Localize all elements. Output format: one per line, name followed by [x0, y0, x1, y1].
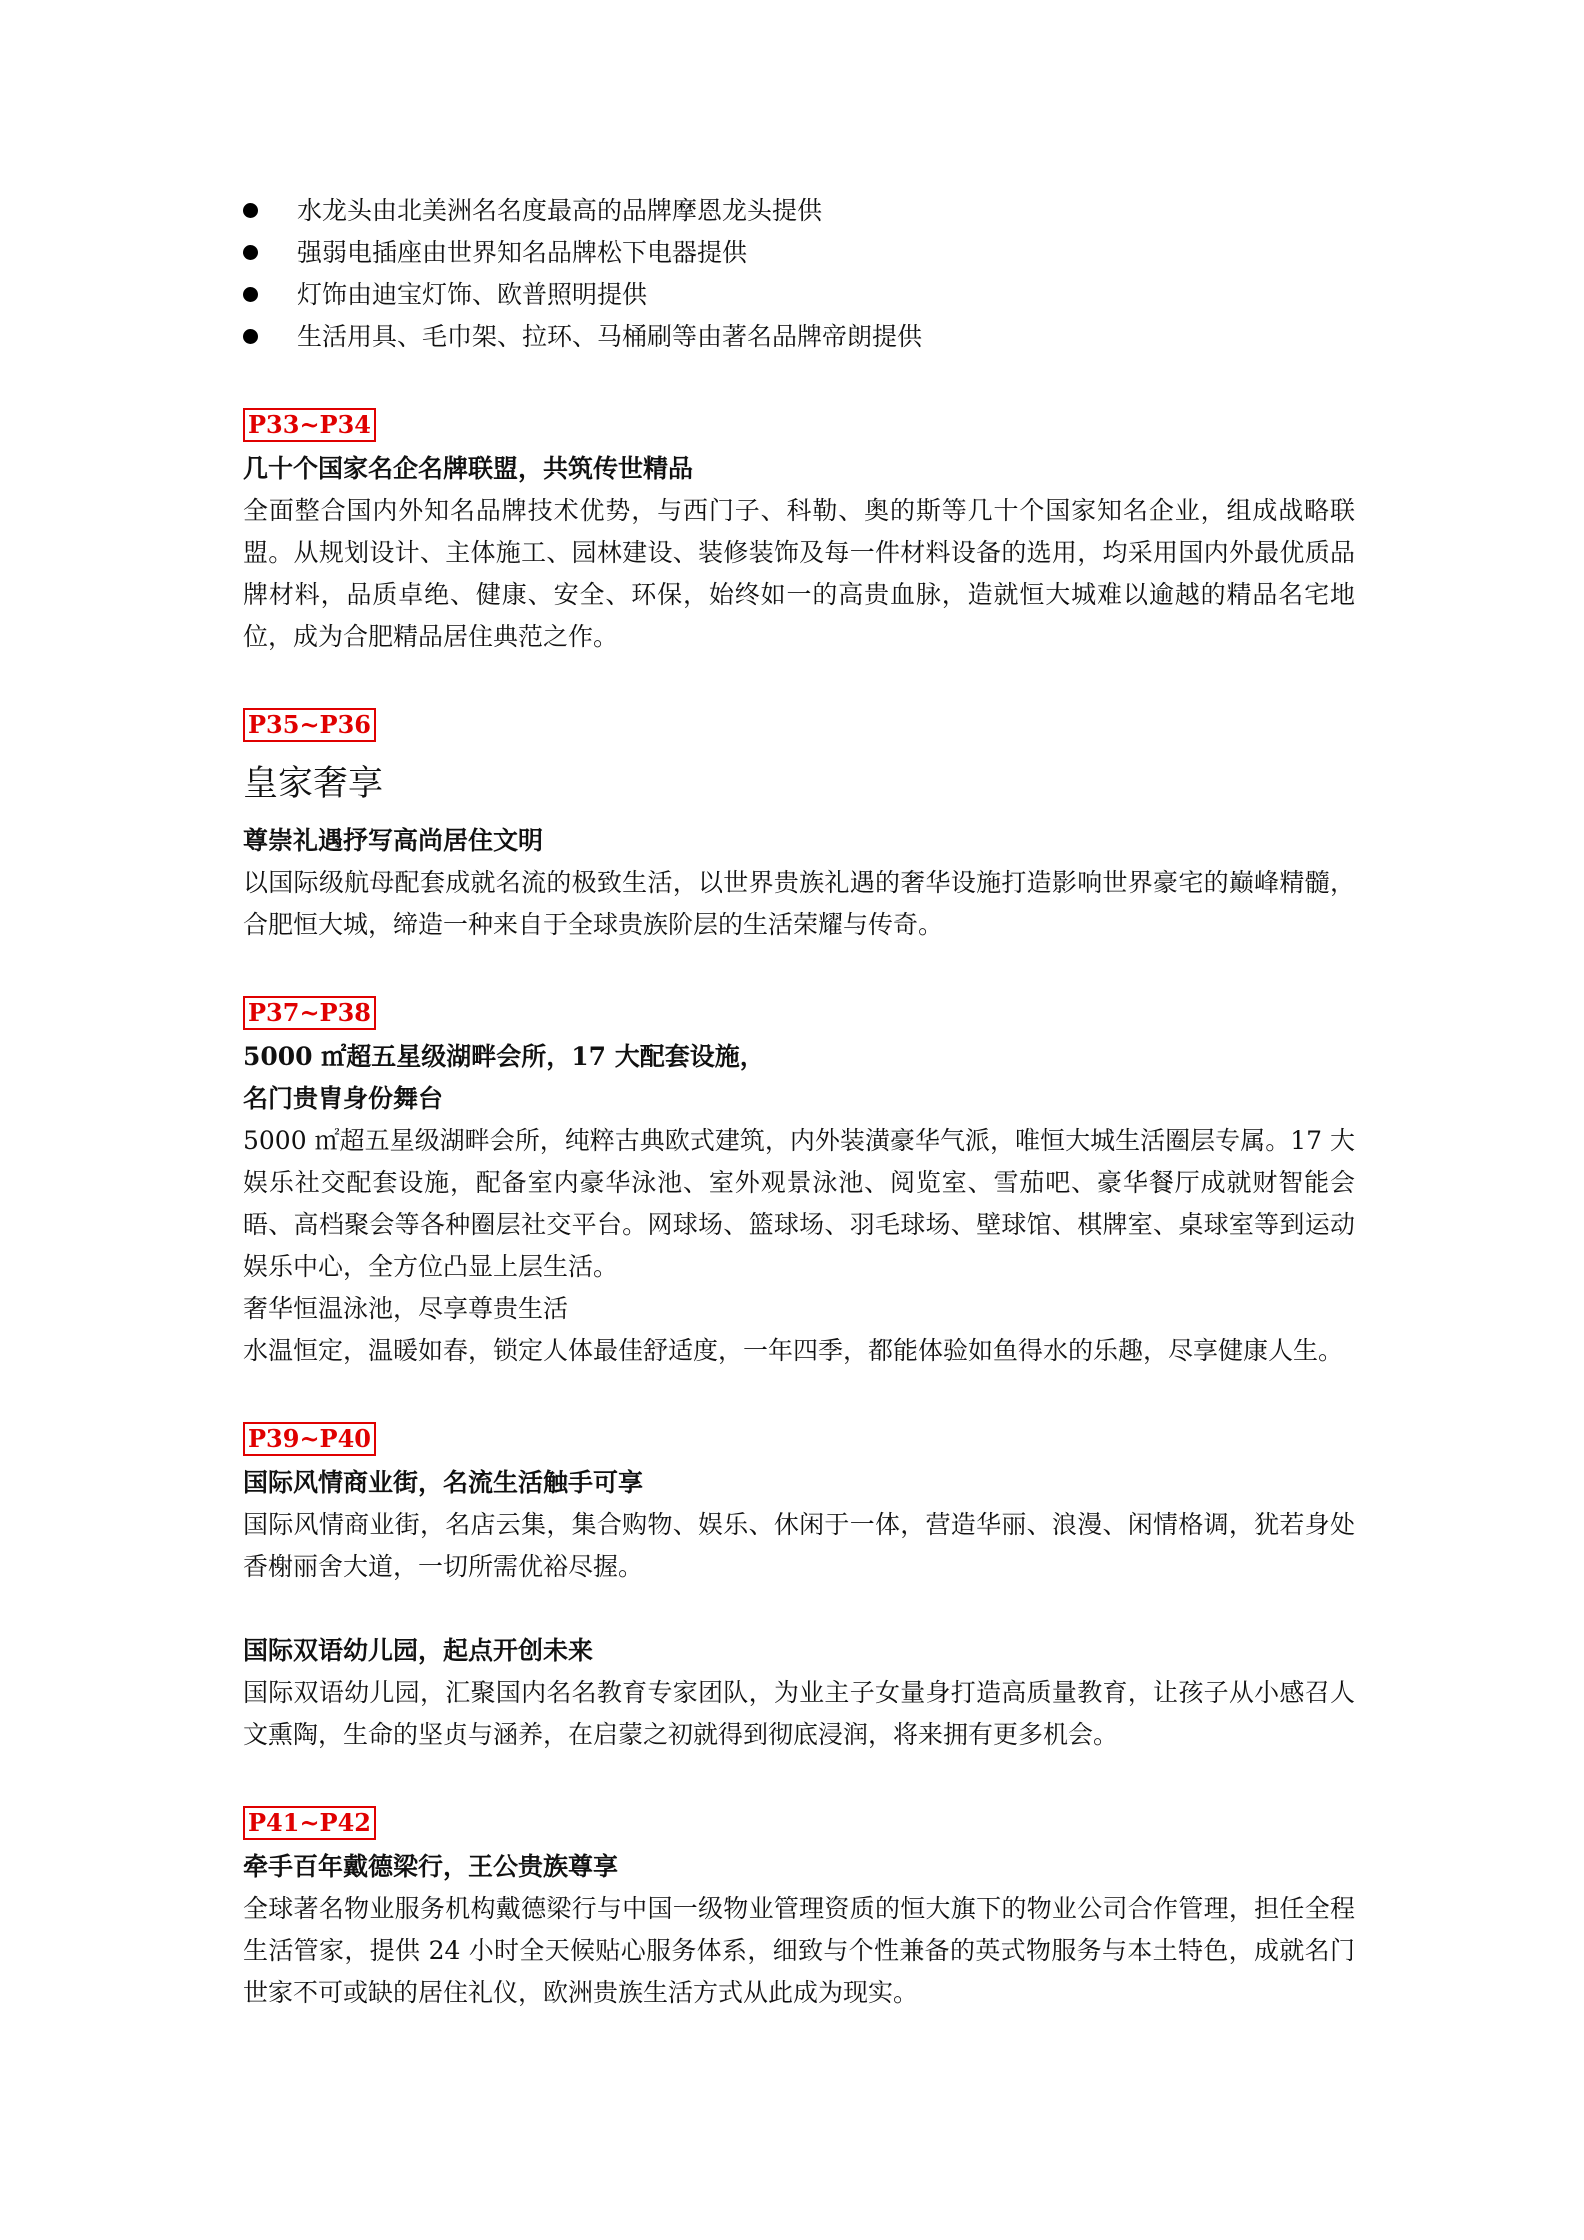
- spacer: [243, 1588, 1355, 1630]
- bullet-text: 强弱电插座由世界知名品牌松下电器提供: [297, 238, 748, 267]
- bullet-icon: [243, 329, 258, 344]
- bullet-icon: [243, 287, 258, 302]
- section-body: 国际双语幼儿园，汇聚国内名名教育专家团队，为业主子女量身打造高质量教育，让孩子从小感召人文熏陶，生命的坚贞与涵养，在启蒙之初就得到彻底浸润，将来拥有更多机会。: [243, 1678, 1355, 1749]
- section-heading: 国际风情商业街，名流生活触手可享: [243, 1468, 644, 1497]
- section-heading: 几十个国家名企名牌联盟，共筑传世精品: [243, 454, 694, 483]
- section-p35: [243, 708, 1355, 946]
- section-body: 全面整合国内外知名品牌技术优势，与西门子、科勒、奥的斯等几十个国家知名企业，组成战略联盟。从规划设计、主体施工、园林建设、装修装饰及每一件材料设备的选用，均采用国内外最优质品牌材料，品质卓绝、健康、安全、环保，始终如一的高贵血脉，造就恒大城难以逾越的精品名宅地位，成为合肥精品居住典范之作。: [243, 496, 1355, 651]
- page-tag: P39~P40: [243, 1422, 376, 1456]
- section-heading: 国际双语幼儿园，起点开创未来: [243, 1636, 594, 1665]
- section-body: 全球著名物业服务机构戴德梁行与中国一级物业管理资质的恒大旗下的物业公司合作管理，担任全程生活管家，提供 24 小时全天候贴心服务体系，细致与个性兼备的英式物服务与本土特色，成就名门世家不可或缺的居住礼仪，欧洲贵族生活方式从此成为现实。: [243, 1894, 1355, 2007]
- page-tag: P37~P38: [243, 996, 376, 1030]
- bullet-text: 水龙头由北美洲名名度最高的品牌摩恩龙头提供: [297, 196, 823, 225]
- bullet-icon: [243, 203, 258, 218]
- section-p39: [243, 1422, 1355, 1756]
- chapter-title: 皇家奢享: [243, 764, 384, 804]
- page-tag: P33~P34: [243, 408, 376, 442]
- section-heading-continued: 名门贵胄身份舞台: [243, 1084, 444, 1113]
- sub-body: 水温恒定，温暖如春，锁定人体最佳舒适度，一年四季，都能体验如鱼得水的乐趣，尽享健康人生。: [243, 1336, 1344, 1365]
- bullet-list: [243, 190, 1355, 358]
- section-body: 5000 ㎡超五星级湖畔会所，纯粹古典欧式建筑，内外装潢豪华气派，唯恒大城生活圈层专属。17 大娱乐社交配套设施，配备室内豪华泳池、室外观景泳池、阅览室、雪茄吧、豪华餐厅成就财智能会晤、高档聚会等各种圈层社交平台。网球场、篮球场、羽毛球场、壁球馆、棋牌室、桌球室等到运动娱乐中心，全方位凸显上层生活。: [243, 1126, 1355, 1281]
- page-tag: P41~P42: [243, 1806, 376, 1840]
- list-item: [243, 232, 1355, 274]
- section-p33: [243, 408, 1355, 658]
- document-page: [243, 190, 1355, 2014]
- list-item: [243, 190, 1355, 232]
- list-item: [243, 316, 1355, 358]
- section-body: 国际风情商业街，名店云集，集合购物、娱乐、休闲于一体，营造华丽、浪漫、闲情格调，犹若身处香榭丽舍大道，一切所需优裕尽握。: [243, 1510, 1355, 1581]
- list-item: [243, 274, 1355, 316]
- section-heading: 5000 ㎡超五星级湖畔会所，17 大配套设施，: [243, 1042, 765, 1071]
- section-heading: 尊崇礼遇抒写高尚居住文明: [243, 826, 544, 855]
- section-body: 以国际级航母配套成就名流的极致生活，以世界贵族礼遇的奢华设施打造影响世界豪宅的巅峰精髓，合肥恒大城，缔造一种来自于全球贵族阶层的生活荣耀与传奇。: [243, 868, 1355, 939]
- section-p37: [243, 996, 1355, 1372]
- sub-heading: 奢华恒温泳池，尽享尊贵生活: [243, 1294, 569, 1323]
- bullet-text: 灯饰由迪宝灯饰、欧普照明提供: [297, 280, 648, 309]
- section-heading: 牵手百年戴德梁行，王公贵族尊享: [243, 1852, 619, 1881]
- bullet-text: 生活用具、毛巾架、拉环、马桶刷等由著名品牌帝朗提供: [297, 322, 923, 351]
- page-tag: P35~P36: [243, 708, 376, 742]
- bullet-icon: [243, 245, 258, 260]
- section-p41: [243, 1806, 1355, 2014]
